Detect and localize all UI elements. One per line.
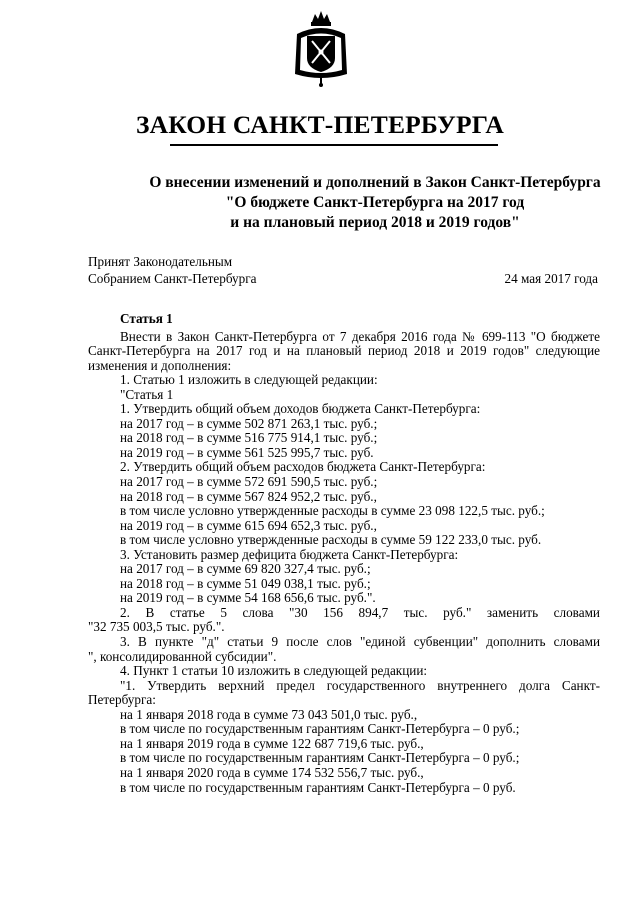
body-line: 3. Установить размер дефицита бюджета Санкт-Петербурга: <box>120 546 459 562</box>
body-line: 2. Утвердить общий объем расходов бюджета Санкт-Петербурга: <box>120 459 486 475</box>
body-line: на 2019 год – в сумме 54 168 656,6 тыс. руб.". <box>120 590 376 606</box>
body-line: на 2017 год – в сумме 69 820 327,4 тыс. руб.; <box>120 561 371 577</box>
body-line: 1. Утвердить общий объем доходов бюджета Санкт-Петербурга: <box>120 401 481 417</box>
body-line: ", консолидированной субсидии". <box>88 648 277 664</box>
body-line: на 1 января 2019 года в сумме 122 687 719,6 тыс. руб., <box>120 735 424 751</box>
body-line: 2. В статье 5 слова "30 156 894,7 тыс. руб." заменить словами <box>120 604 600 620</box>
adoption-line: Собранием Санкт-Петербурга <box>88 271 257 286</box>
body-line: на 2019 год – в сумме 615 694 652,3 тыс. руб., <box>120 517 377 533</box>
spb-coat-of-arms-icon <box>291 8 351 88</box>
body-line: 1. Статью 1 изложить в следующей редакции: <box>120 372 378 388</box>
body-line: Петербурга: <box>88 692 156 708</box>
body-line: в том числе по государственным гарантиям Санкт-Петербурга – 0 руб.; <box>120 750 520 766</box>
title-underline <box>170 144 498 146</box>
subtitle-line: "О бюджете Санкт-Петербурга на 2017 год <box>225 194 525 211</box>
body-line: на 2017 год – в сумме 572 691 590,5 тыс. руб.; <box>120 474 378 490</box>
body-line: на 1 января 2020 года в сумме 174 532 556,7 тыс. руб., <box>120 764 424 780</box>
body-line: 3. В пункте "д" статьи 9 после слов "единой субвенции" дополнить словами <box>120 634 600 650</box>
adoption-note <box>88 253 257 287</box>
body-line: Санкт-Петербурга на 2017 год и на плановый период 2018 и 2019 годов" следующие <box>88 343 600 359</box>
body-line: "1. Утвердить верхний предел государственного внутреннего долга Санкт- <box>120 677 600 693</box>
body-line: "32 735 003,5 тыс. руб.". <box>88 619 225 635</box>
adoption-line: Принят Законодательным <box>88 254 233 269</box>
body-line: в том числе условно утвержденные расходы в сумме 23 098 122,5 тыс. руб.; <box>120 503 545 519</box>
body-line: на 2018 год – в сумме 51 049 038,1 тыс. руб.; <box>120 575 371 591</box>
law-title: ЗАКОН САНКТ-ПЕТЕРБУРГА <box>135 110 505 139</box>
article-heading: Статья 1 <box>120 311 173 326</box>
body-line: "Статья 1 <box>120 386 174 402</box>
law-subtitle <box>0 173 640 233</box>
body-line: на 2019 год – в сумме 561 525 995,7 тыс. руб. <box>120 444 374 460</box>
subtitle-line: О внесении изменений и дополнений в Закон Санкт-Петербурга <box>149 174 601 191</box>
body-line: на 1 января 2018 года в сумме 73 043 501,0 тыс. руб., <box>120 706 418 722</box>
body-line: на 2018 год – в сумме 516 775 914,1 тыс. руб.; <box>120 430 378 446</box>
body-line: в том числе условно утвержденные расходы в сумме 59 122 233,0 тыс. руб. <box>120 532 542 548</box>
body-line: Внести в Закон Санкт-Петербурга от 7 декабря 2016 года № 699-113 "О бюджете <box>120 328 600 344</box>
body-line: на 2017 год – в сумме 502 871 263,1 тыс. руб.; <box>120 415 378 431</box>
body-line: изменения и дополнения: <box>88 357 232 373</box>
body-line: 4. Пункт 1 статьи 10 изложить в следующей редакции: <box>120 663 428 679</box>
body-line: в том числе по государственным гарантиям Санкт-Петербурга – 0 руб. <box>120 779 516 795</box>
article-body <box>88 312 600 795</box>
adoption-date: 24 мая 2017 года <box>504 271 598 286</box>
body-line: в том числе по государственным гарантиям Санкт-Петербурга – 0 руб.; <box>120 721 520 737</box>
body-line: на 2018 год – в сумме 567 824 952,2 тыс. руб., <box>120 488 377 504</box>
subtitle-line: и на плановый период 2018 и 2019 годов" <box>230 214 520 231</box>
